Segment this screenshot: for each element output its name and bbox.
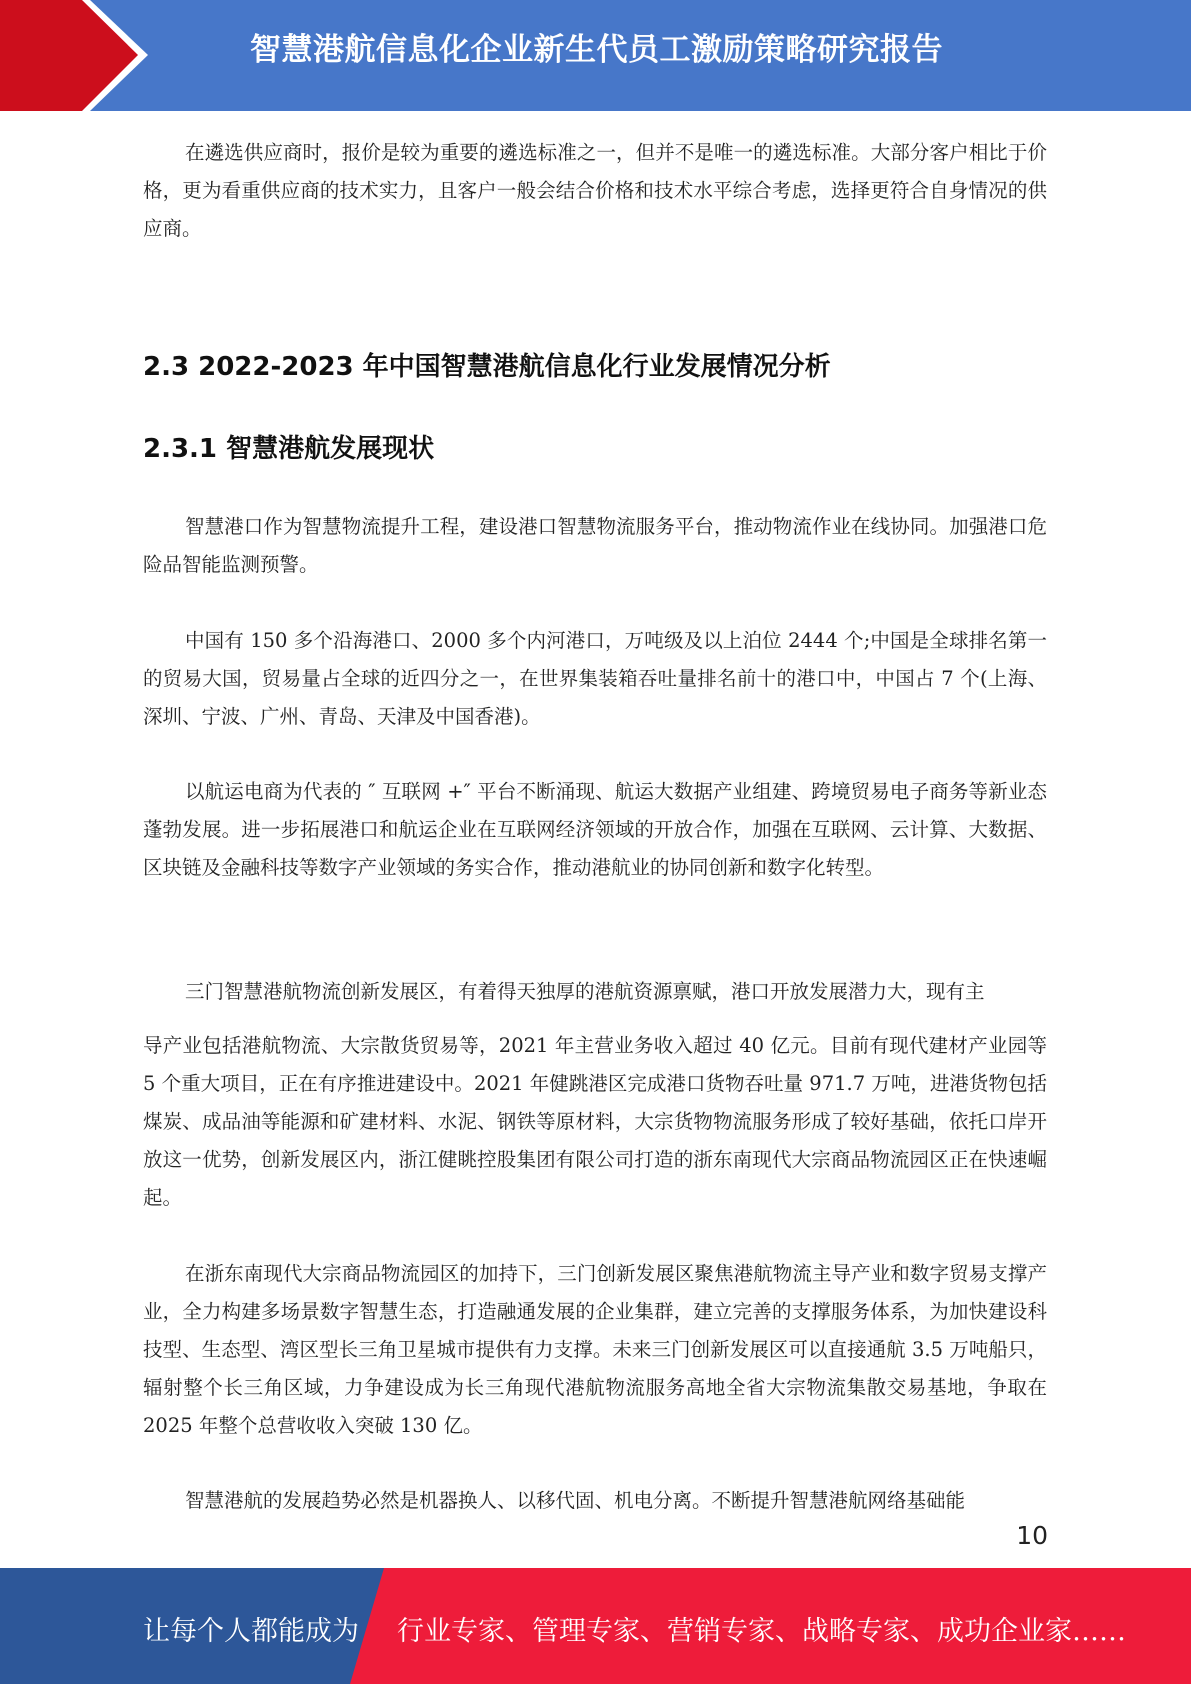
- subsection-heading: 2.3.1 智慧港航发展现状: [143, 434, 435, 464]
- paragraph: 在遴选供应商时，报价是较为重要的遴选标准之一，但并不是唯一的遴选标准。大部分客户相比于价格，更为看重供应商的技术实力，且客户一般会结合价格和技术水平综合考虑，选择更符合自身情况的供应商。: [143, 141, 1047, 240]
- document-title: 智慧港航信息化企业新生代员工激励策略研究报告: [250, 32, 943, 68]
- header-band: [0, 0, 1191, 111]
- paragraph: 以航运电商为代表的 ″ 互联网 +″ 平台不断涌现、航运大数据产业组建、跨境贸易电子商务等新业态蓬勃发展。进一步拓展港口和航运企业在互联网经济领域的开放合作，加强在互联网、云计算、大数据、区块链及金融科技等数字产业领域的务实合作，推动港航业的协同创新和数字化转型。: [143, 780, 1047, 879]
- paragraph: 智慧港航的发展趋势必然是机器换人、以移代固、机电分离。不断提升智慧港航网络基础能: [185, 1489, 966, 1512]
- paragraph: 中国有 150 多个沿海港口、2000 多个内河港口，万吨级及以上泊位 2444 个;中国是全球排名第一的贸易大国，贸易量占全球的近四分之一，在世界集装箱吞吐量排名前十的港口中，中国占 7 个(上海、深圳、宁波、广州、青岛、天津及中国香港)。: [143, 629, 1047, 728]
- paragraph: 导产业包括港航物流、大宗散货贸易等，2021 年主营业务收入超过 40 亿元。目前有现代建材产业园等 5 个重大项目，正在有序推进建设中。2021 年健跳港区完成港口货物吞吐量 971.7 万吨，进港货物包括煤炭、成品油等能源和矿建材料、水泥、钢铁等原材料，大宗货物物流服务形成了较好基础，依托口岸开放这一优势，创新发展区内，浙江健眺控股集团有限公司打造的浙东南现代大宗商品物流园区正在快速崛起。: [143, 1034, 1047, 1209]
- header-arrow-decoration: [0, 0, 160, 111]
- section-heading: 2.3 2022-2023 年中国智慧港航信息化行业发展情况分析: [143, 352, 831, 382]
- paragraph: 三门智慧港航物流创新发展区，有着得天独厚的港航资源禀赋，港口开放发展潜力大，现有主: [185, 980, 985, 1003]
- page-number: 10: [1016, 1521, 1048, 1550]
- paragraph: 在浙东南现代大宗商品物流园区的加持下，三门创新发展区聚焦港航物流主导产业和数字贸易支撑产业，全力构建多场景数字智慧生态，打造融通发展的企业集群，建立完善的支撑服务体系，为加快建设科技型、生态型、湾区型长三角卫星城市提供有力支撑。未来三门创新发展区可以直接通航 3.5 万吨船只，辐射整个长三角区域，力争建设成为长三角现代港航物流服务高地全省大宗物流集散交易基地，争取在 2025 年整个总营收收入突破 130 亿。: [143, 1262, 1047, 1437]
- footer-slogan-left: 让每个人都能成为: [143, 1616, 359, 1647]
- paragraph: 智慧港口作为智慧物流提升工程，建设港口智慧物流服务平台，推动物流作业在线协同。加强港口危险品智能监测预警。: [143, 515, 1047, 576]
- footer-slogan-right: 行业专家、管理专家、营销专家、战略专家、成功企业家……: [397, 1616, 1126, 1647]
